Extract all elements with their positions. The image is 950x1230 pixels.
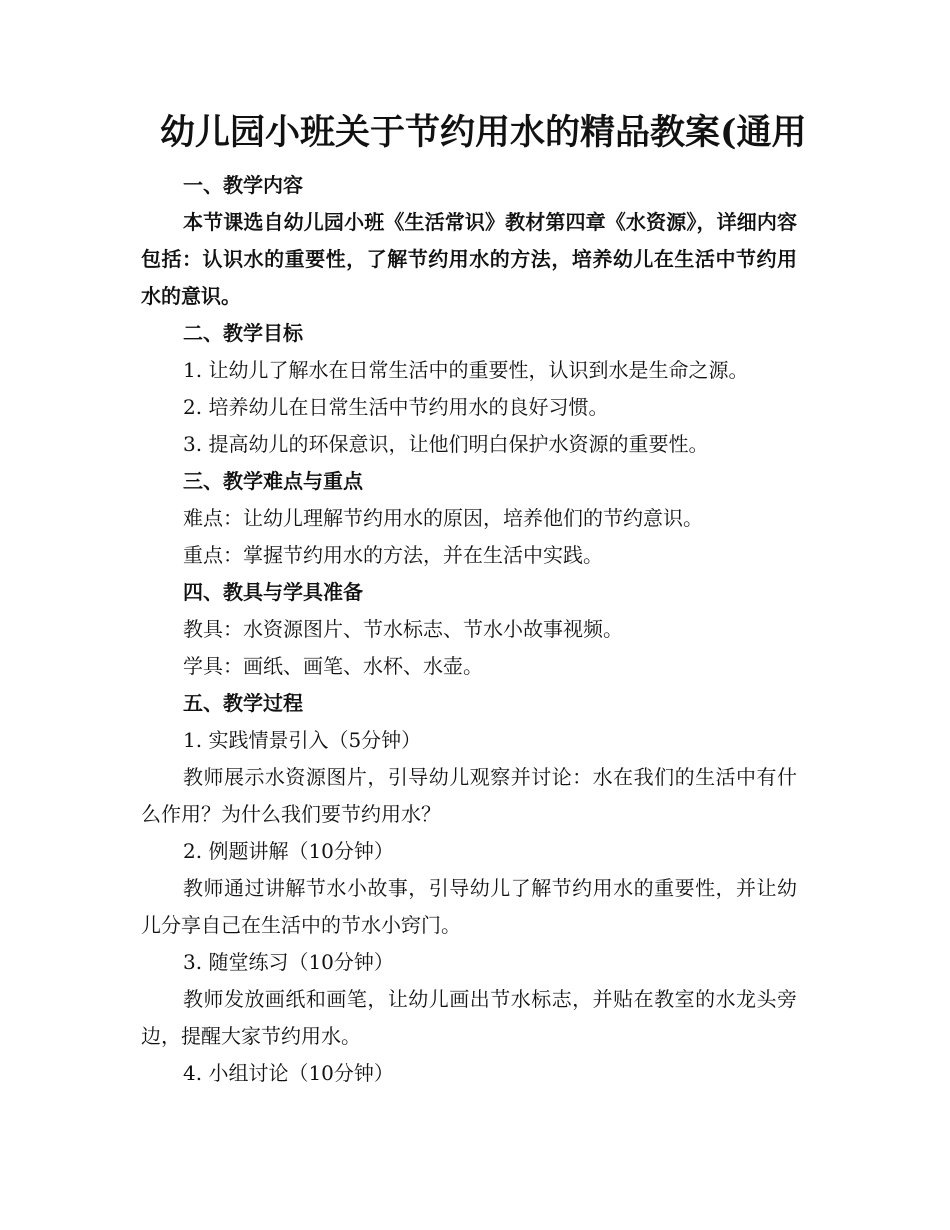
- paragraph-step-1-detail: 教师展示水资源图片，引导幼儿观察并讨论：水在我们的生活中有什么作用？为什么我们要节约用水？: [141, 765, 797, 826]
- paragraph-step-2-detail: 教师通过讲解节水小故事，引导幼儿了解节约用水的重要性，并让幼儿分享自己在生活中的节水小窍门。: [141, 876, 797, 937]
- list-item-goal-3: 3. 提高幼儿的环保意识，让他们明白保护水资源的重要性。: [183, 432, 709, 456]
- section-heading-teaching-process: 五、教学过程: [183, 691, 303, 715]
- paragraph-teaching-aids: 教具：水资源图片、节水标志、节水小故事视频。: [183, 617, 623, 641]
- document-title: 幼儿园小班关于节约用水的精品教案(通用: [160, 112, 807, 153]
- section-heading-difficulties-focus: 三、教学难点与重点: [183, 469, 363, 493]
- paragraph-focus: 重点：掌握节约用水的方法，并在生活中实践。: [183, 543, 603, 567]
- section-heading-teaching-content: 一、教学内容: [183, 173, 303, 197]
- paragraph-difficulty: 难点：让幼儿理解节约用水的原因，培养他们的节约意识。: [183, 506, 703, 530]
- list-item-step-2: 2. 例题讲解（10分钟）: [183, 839, 394, 863]
- section-heading-teaching-goals: 二、教学目标: [183, 321, 303, 345]
- paragraph-learning-tools: 学具：画纸、画笔、水杯、水壶。: [183, 654, 483, 678]
- list-item-step-4: 4. 小组讨论（10分钟）: [183, 1061, 394, 1085]
- paragraph-content-description: 本节课选自幼儿园小班《生活常识》教材第四章《水资源》，详细内容包括：认识水的重要性，了解节约用水的方法，培养幼儿在生活中节约用水的意识。: [141, 210, 797, 308]
- paragraph-step-3-detail: 教师发放画纸和画笔，让幼儿画出节水标志，并贴在教室的水龙头旁边，提醒大家节约用水。: [141, 987, 797, 1048]
- list-item-goal-1: 1. 让幼儿了解水在日常生活中的重要性，认识到水是生命之源。: [183, 358, 749, 382]
- list-item-goal-2: 2. 培养幼儿在日常生活中节约用水的良好习惯。: [183, 395, 609, 419]
- section-heading-materials: 四、教具与学具准备: [183, 580, 363, 604]
- document-body: [141, 167, 797, 1092]
- list-item-step-3: 3. 随堂练习（10分钟）: [183, 950, 394, 974]
- list-item-step-1: 1. 实践情景引入（5分钟）: [183, 728, 422, 752]
